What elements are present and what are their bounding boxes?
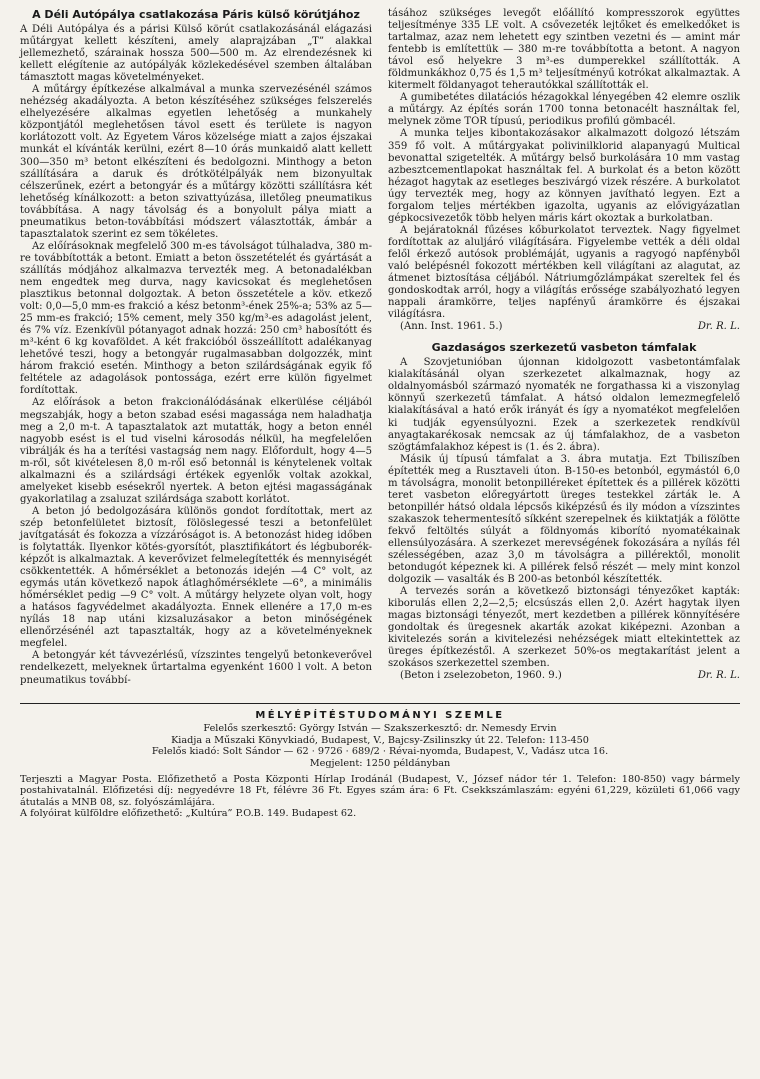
source-citation: (Beton i zselezobeton, 1960. 9.) xyxy=(400,670,562,682)
imprint xyxy=(20,710,740,820)
paragraph: A betongyár két távvezérlésű, vízszintes tengelyű betonkeverővel rendelkezett, melyeknek űrtartalma egyenként 1600 l volt. A beton pneumatikus továbbí- xyxy=(20,650,372,686)
publisher-line: Kiadja a Műszaki Könyvkiadó, Budapest, V., Bajcsy-Zsilinszky út 22. Telefon: 113-450 xyxy=(171,734,589,746)
print-run: Megjelent: 1250 példányban xyxy=(309,757,451,769)
paragraph: tásához szükséges levegőt előállító kompresszorok együttes teljesítménye 335 LE volt. A csővezeték lejtőket és emelkedőket is tartalmaz, azaz nem lehetett egy szintben vezetni és — amint már fentebb is említettük — 380 m-re továbbította a betont. A nagyon távol eső helyekre 3 m³-es dumperekkel szállították. A földmunkákhoz 0,75 és 1,5 m³ teljesítményű kotrókat alkalmaztak. A kitermelt földanyagot teherautókkal szállították el. xyxy=(388,8,740,92)
masthead: MÉLYÉPÍTÉSTUDOMÁNYI SZEMLE xyxy=(255,709,505,721)
article-columns xyxy=(20,8,740,687)
right-column xyxy=(388,8,740,687)
author-initials: Dr. R. L. xyxy=(697,321,740,333)
paragraph: Másik új típusú támfalat a 3. ábra mutatja. Ezt Tbiliszíben építették meg a Rusztaveli úton. B-150-es betonból, egymástól 6,0 m távolságra, monolit betonpilléreket építettek és a pillérek közötti teret vasbeton előregyártott üreges testekkel zárták le. A betonpillér hátsó oldala lépcsős kiképzésű és ily módon a vízszintes szakaszok tehermentesítő síkként szerepelnek és kiiktatják a fölötte fekvő feltöltés súlyát a földnyomás kiborító nyomatékainak ellensúlyozására. A szerkezet merevségének fokozására a nyílás fél szélességében, azaz 3,0 m távolságra a pillérektől, monolit betondugót képeznek ki. A pillérek felső részét — mely mint konzol dolgozik — vasalták és B 200-as betonból készítették. xyxy=(388,453,740,586)
imprint-divider xyxy=(20,703,740,704)
paragraph: A műtárgy építkezése alkalmával a munka szervezésénél számos nehézség akadályozta. A beton készítéséhez szükséges felszerelés elhelyezésére alkalmas egyetlen lehetőség a munkahely központjától meglehetősen távol esett és területe is nagyon korlátozott volt. Az Egyetem Város közelsége miatt a zajos éjszakai munkát el kívánták kerülni, ezért 8—10 órás munkaidő alatt kellett 300—350 m³ betont elkészíteni és bedolgozni. Minthogy a beton szállítására a daruk és drótkötélpályák nem bizonyultak célszerűnek, ezért a betongyár és a műtárgy közötti szállításra két lehetőség kínálkozott: a beton szivattyúzása, illetőleg pneumatikus továbbítása. A nagy távolság és a bonyolult pálya miatt a pneumatikus beton-továbbítási módszert választották, ámbár a tapasztalatok szerint ez sem tökéletes. xyxy=(20,84,372,240)
distribution-text: Terjeszti a Magyar Posta. Előfizethető a Posta Központi Hírlap Irodánál (Budapest, V., József nádor tér 1. Telefon: 180-850) vagy bármely postahivatalnál. Előfizetési díj: negyedévre 18 Ft, félévre 36 Ft. Egyes szám ára: 6 Ft. Csekkszámlaszám: egyéni 61,229, közületi 61,066 vagy átutalás a MNB 08, sz. folyószámlájára. xyxy=(20,773,740,808)
abroad-line: A folyóirat külföldre előfizethető: „Kultúra” P.O.B. 149. Budapest 62. xyxy=(20,808,357,820)
paragraph: A Déli Autópálya és a párisi Külső körút csatlakozásánál elágazási műtárgyat kellett készíteni, amely alaprajzában „T” alakkal jellemezhető, szárainak hossza 500—500 m. Az elrendezésnek ki kellett elégítenie az autópályák közlekedésével szemben általában támasztott magas követelményeket. xyxy=(20,24,372,84)
paragraph: Az előírások a beton frakcionálódásának elkerülése céljából megszabják, hogy a beton szabad esési magassága nem haladhatja meg a 2,0 m-t. A tapasztalatok azt mutatták, hogy a beton ennél nagyobb esést is el tud viselni károsodás nélkül, ha megfelelően vibrálják és ha a terítési vastagság nem nagy. Előfordult, hogy 4—5 m-ről, sőt kivételesen 8,0 m-ről eső betonnál is kénytelenek voltak alkalmazni és a szilárdsági értékek egyenlők voltak azokkal, amelyeket kisebb esésekről nyertek. A beton ejtési magasságának gyakorlatilag a zsaluzat szilárdsága szabott korlátot. xyxy=(20,397,372,505)
author-initials: Dr. R. L. xyxy=(697,670,740,682)
article-title-retaining-walls: Gazdaságos szerkezetű vasbeton támfalak xyxy=(431,341,697,355)
paragraph: A gumibetétes dilatációs hézagokkal lényegében 42 elemre oszlik a műtárgy. Az építés során 1700 tonna betonacélt használtak fel, melynek zöme TOR típusú, periodikus profilú gömbacél. xyxy=(388,92,740,128)
paragraph: Az előírásoknak megfelelő 300 m-es távolságot túlhaladva, 380 m-re továbbították a betont. Emiatt a beton összetételét és gyártását a szállítás módjához alkalmazva tervezték meg. A betonadalékban nem engedtek meg durva, nagy kavicsokat és meglehetősen plasztikus betonnal dolgoztak. A beton összetétele a köv. etkező volt: 0,0—5,0 mm-es frakció a kész betonm³-ének 25%-a; 53% az 5—25 mm-es frakció; 15% cement, mely 350 kg/m³-es adagolást jelent, és 7% víz. Ezenkívül pótanyagot adnak hozzá: 250 cm³ habosítótt és m³-ként 6 kg kovaföldet. A két frakcióból összeállított adalékanyag lehetővé teszi, hogy a betongyár rugalmasabban dolgozzék, mint három frakció esetén. Minthogy a beton szilárdságának egyik fő feltétele az adagolások pontossága, ezért erre külön figyelmet fordítottak. xyxy=(20,240,372,397)
press-line: Felelős kiadó: Solt Sándor — 62 · 9726 · 689/2 · Révai-nyomda, Budapest, V., Vadász utca 16. xyxy=(151,746,609,758)
paragraph: A beton jó bedolgozására különös gondot fordítottak, mert az szép betonfelületet biztosít, fölöslegessé teszi a betonfelület javítgatását és fokozza a vízzáróságot is. A betonozást hideg időben is folytatták. Ilyenkor kötés-gyorsítót, plasztifikátort és légbuborék-képzőt is alkalmaztak. A keverővizet felmelegítették és mennyiségét csökkentették. A hőmérséklet a betonozás idején —4 C° volt, az egymás után következő napok átlaghőmérséklete —6°, a minimális hőmérséklet pedig —9 C° volt. A műtárgy helyzete olyan volt, hogy a hatásos fagyvédelmet akadályozta. Ennek ellenére a 17,0 m-es nyílás 18 nap utáni kizsaluzásakor a beton minőségének ellenőrzésénél azt tapasztalták, hogy az a követelményeknek megfelel. xyxy=(20,505,372,650)
source-line xyxy=(400,321,740,333)
left-column xyxy=(20,8,372,687)
article-title-motorway: A Déli Autópálya csatlakozása Páris külső körútjához xyxy=(32,8,360,21)
paragraph: A munka teljes kibontakozásakor alkalmazott dolgozó létszám 359 fő volt. A műtárgyakat polivinilklorid alapanyagú Multical bevonattal szigetelték. A műtárgy belső burkolására 10 mm vastag azbesztcementlapokat használtak fel. A burkolat és a beton között hézagot hagytak az esetleges beszivárgó vizek részére. A burkolatot úgy tervezték meg, hogy az könnyen javítható legyen. Ezt a forgalom teljes mértékben igazolta, ugyanis az elővigyázatlan gépkocsivezetők több helyen máris kárt okoztak a burkolatban. xyxy=(388,128,740,224)
source-line xyxy=(400,670,740,682)
paragraph: A Szovjetunióban újonnan kidolgozott vasbetontámfalak kialakításánál olyan szerkezetet alkalmaznak, hogy az oldalnyomásból származó nyomaték ne forgathassa ki a viszonylag könnyű szerkezetű támfalat. A hátsó oldalon lemezmegfelelő kialakításával a ható erők irányát és így a nyomatékot megfelelően ki tudják egyensúlyozni. Ezek a szerkezetek rendkívül anyagtakarékosak nemcsak az új támfalakhoz, de a vasbeton szögtámfalakhoz képest is (1. és 2. ábra). xyxy=(388,357,740,453)
paragraph: A bejáratoknál fűzéses kőburkolatot terveztek. Nagy figyelmet fordítottak az aluljáró világítására. Figyelembe vették a déli oldal felől érkező autósok problémáját, ugyanis a ragyogó napfényből való belépésnél fokozott mértékben kell világítani az alagutat, az átmenet biztosítása céljából. Nátriumgőzlámpákat szereltek fel és gondoskodtak arról, hogy a világítás erőssége szabályozható legyen nappali áramkörre, teljes napfényű áramkörre és éjszakai világításra. xyxy=(388,224,740,321)
paragraph: A tervezés során a következő biztonsági tényezőket kapták: kiborulás ellen 2,2—2,5; elcsúszás ellen 2,0. Azért hagytak ilyen magas biztonsági tényezőt, mert kezdetben a pillérek könnyítésére gondoltak és üregesnek akarták azokat kiképezni. Azonban a kivitelezés során a kivitelezési nehézségek miatt eltekintettek az üreges építkezéstől. A szerkezet 50%-os megtakarítást jelent a szokásos szerkezettel szemben. xyxy=(388,586,740,670)
source-citation: (Ann. Inst. 1961. 5.) xyxy=(400,321,503,333)
editors-line: Felelős szerkesztő: György István — Szakszerkesztő: dr. Nemesdy Ervin xyxy=(203,723,557,735)
distribution-block xyxy=(20,774,740,820)
